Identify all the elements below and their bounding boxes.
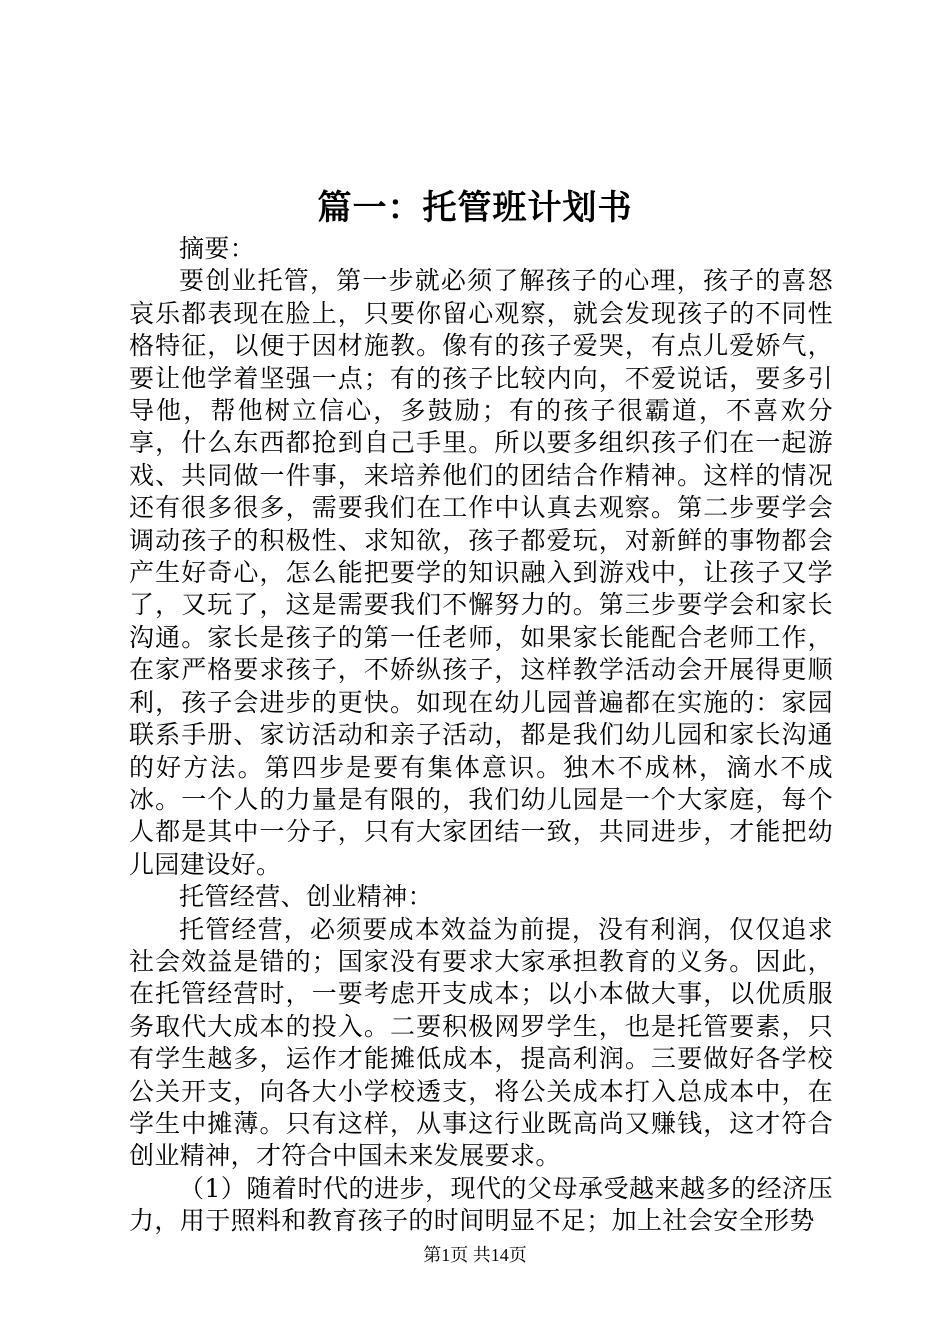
page-footer: 第1页 共14页 [423, 1245, 527, 1265]
paragraph-section-heading: 托管经营、创业精神： [179, 882, 434, 912]
document-body [129, 233, 833, 1238]
paragraph-point-one: （1）随着时代的进步，现代的父母承受越来越多的经济压力，用于照料和教育孩子的时间明显不足；加上社会安全形势 [129, 1173, 833, 1236]
paragraph-abstract-heading: 摘要： [179, 234, 256, 263]
page-title: 篇一：托管班计划书 [317, 188, 633, 228]
paragraph-abstract-body: 要创业托管，第一步就必须了解孩子的心理，孩子的喜怒哀乐都表现在脸上，只要你留心观察，就会发现孩子的不同性格特征，以便于因材施教。像有的孩子爱哭，有点儿爱娇气，要让他学着坚强一点；有的孩子比较内向，不爱说话，要多引导他，帮他树立信心，多鼓励；有的孩子很霸道，不喜欢分享，什么东西都抢到自己手里。所以要多组织孩子们在一起游戏、共同做一件事，来培养他们的团结合作精神。这样的情况还有很多很多，需要我们在工作中认真去观察。第二步要学会调动孩子的积极性、求知欲，孩子都爱玩，对新鲜的事物都会产生好奇心，怎么能把要学的知识融入到游戏中，让孩子又学了，又玩了，这是需要我们不懈努力的。第三步要学会和家长沟通。家长是孩子的第一任老师，如果家长能配合老师工作，在家严格要求孩子，不娇纵孩子，这样教学活动会开展得更顺利，孩子会进步的更快。如现在幼儿园普遍都在实施的：家园联系手册、家访活动和亲子活动，都是我们幼儿园和家长沟通的好方法。第四步是要有集体意识。独木不成林，滴水不成冰。一个人的力量是有限的，我们幼儿园是一个大家庭，每个人都是其中一分子，只有大家团结一致，共同进步，才能把幼儿园建设好。 [129, 266, 833, 879]
paragraph-management-body: 托管经营，必须要成本效益为前提，没有利润，仅仅追求社会效益是错的；国家没有要求大家承担教育的义务。因此，在托管经营时，一要考虑开支成本；以小本做大事，以优质服务取代大成本的投入。二要积极网罗学生，也是托管要素，只有学生越多，运作才能摊低成本，提高利润。三要做好各学校公关开支，向各大小学校透支，将公关成本打入总成本中，在学生中摊薄。只有这样，从事这行业既高尚又赚钱，这才符合创业精神，才符合中国未来发展要求。 [129, 914, 833, 1171]
